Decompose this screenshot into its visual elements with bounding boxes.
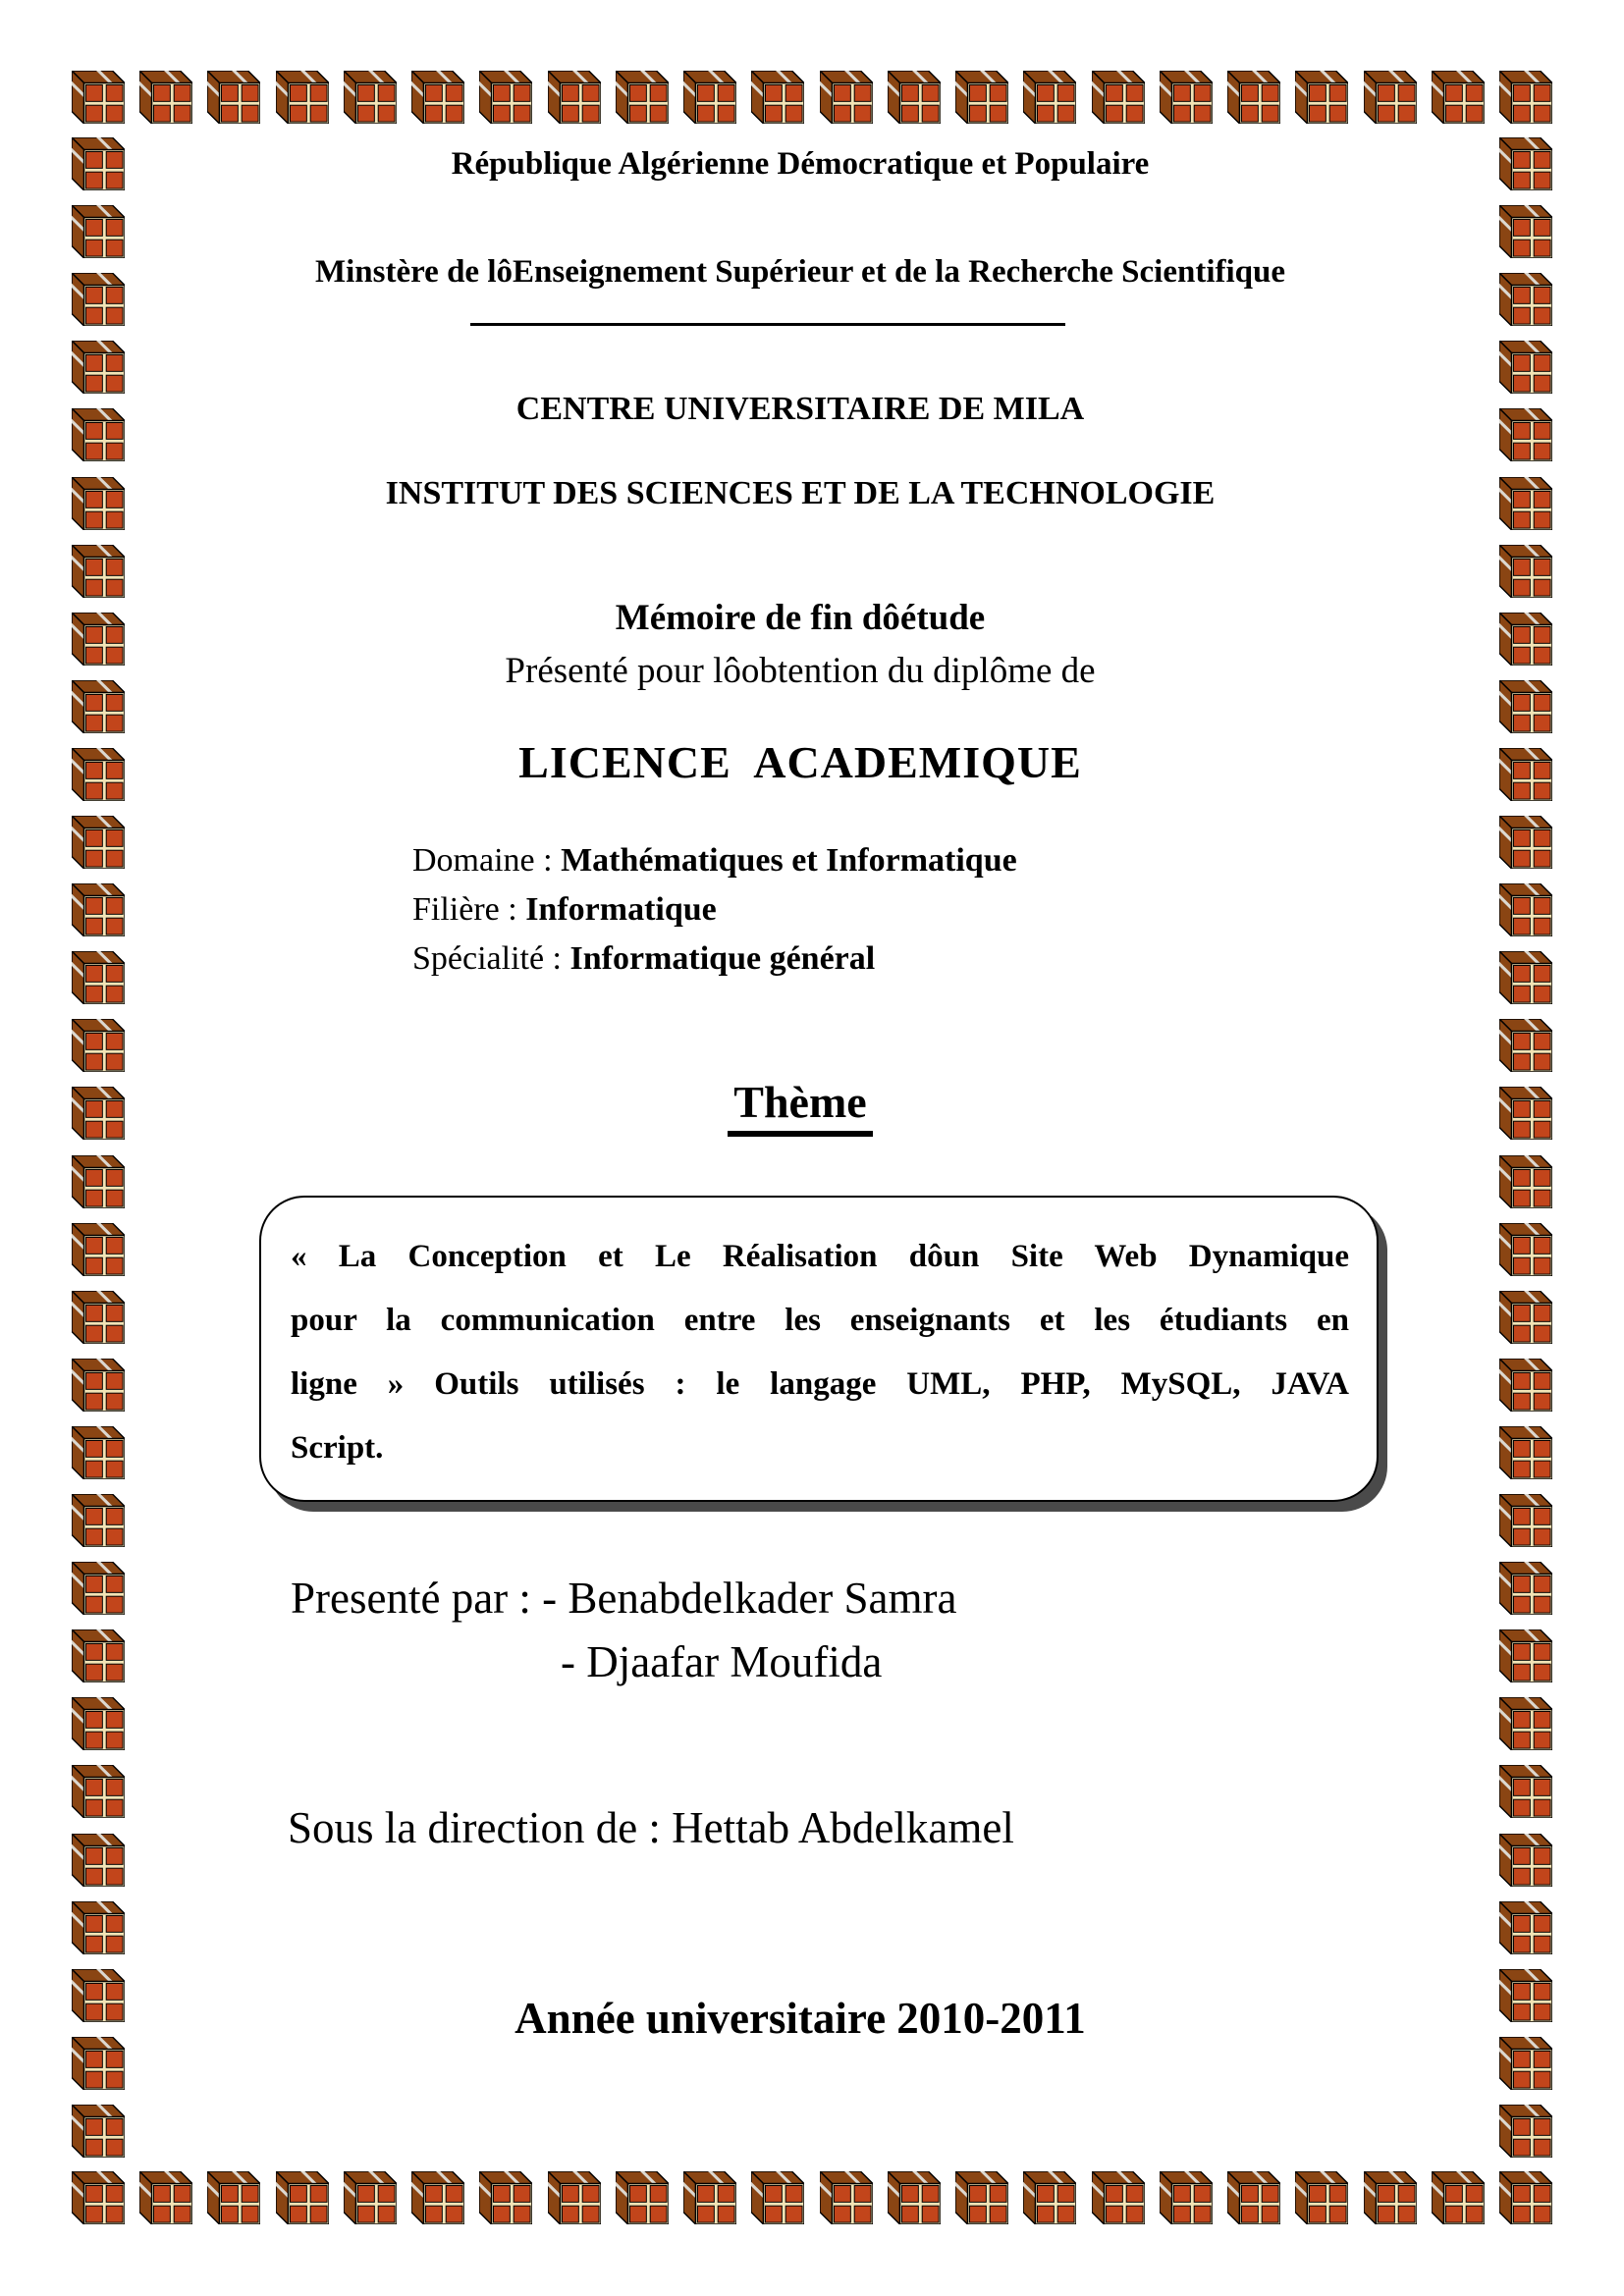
cube-icon <box>1499 1155 1552 1208</box>
filiere-row <box>412 885 1017 934</box>
theme-line: « La Conception et Le Réalisation dôun Site Web Dynamique <box>291 1239 1349 1274</box>
cube-icon <box>72 1223 125 1276</box>
theme-box <box>259 1196 1379 1502</box>
cube-icon <box>1160 71 1213 124</box>
cube-icon <box>888 2171 941 2224</box>
cube-icon <box>72 2171 125 2224</box>
cube-icon <box>72 545 125 598</box>
cube-icon <box>72 883 125 936</box>
cube-icon <box>72 205 125 258</box>
ministry-title: Minstère de lôEnseignement Supérieur et de la Recherche Scientifique <box>314 254 1286 290</box>
cube-icon <box>1499 951 1552 1004</box>
cube-icon <box>72 1697 125 1750</box>
specialite-row <box>412 934 1017 984</box>
theme-line: ligne » Outils utilisés : le langage UML, PHP, MySQL, JAVA <box>291 1366 1349 1402</box>
cube-icon <box>548 71 601 124</box>
cube-icon <box>955 2171 1008 2224</box>
cube-icon <box>1023 71 1076 124</box>
cube-icon <box>1295 71 1348 124</box>
theme-heading-text: Thème <box>728 1077 872 1137</box>
cube-icon <box>72 1155 125 1208</box>
cube-icon <box>1023 2171 1076 2224</box>
cube-icon <box>72 1359 125 1412</box>
cube-icon <box>955 71 1008 124</box>
cube-icon <box>72 1834 125 1887</box>
cube-icon <box>1499 545 1552 598</box>
cube-icon <box>1499 1019 1552 1072</box>
cube-icon <box>72 816 125 869</box>
cube-icon <box>207 2171 260 2224</box>
cube-icon <box>72 71 125 124</box>
cube-icon <box>1499 1291 1552 1344</box>
supervisor-line: Sous la direction de : Hettab Abdelkamel <box>288 1803 1014 1852</box>
domain-label: Domaine : <box>412 842 562 879</box>
presented-by: Presenté par : - Benabdelkader Samra <box>291 1574 957 1623</box>
cube-icon <box>820 71 873 124</box>
theme-text <box>291 1225 1349 1480</box>
cube-icon <box>683 2171 736 2224</box>
filiere-value: Informatique <box>525 891 717 928</box>
cube-icon <box>276 71 329 124</box>
cube-icon <box>820 2171 873 2224</box>
university-name: CENTRE UNIVERSITAIRE DE MILA <box>515 391 1085 427</box>
cube-icon <box>1499 1697 1552 1750</box>
cube-icon <box>1499 1359 1552 1412</box>
cube-icon <box>1160 2171 1213 2224</box>
academic-year: Année universitaire 2010-2011 <box>514 1994 1086 2043</box>
cube-icon <box>1499 2037 1552 2090</box>
cube-icon <box>1499 1426 1552 1479</box>
academic-info <box>412 836 1017 984</box>
cube-icon <box>1499 1629 1552 1682</box>
cube-icon <box>344 2171 397 2224</box>
memoire-subtitle: Présenté pour lôobtention du diplôme de <box>505 651 1096 691</box>
memoire-title: Mémoire de fin dôétude <box>615 598 986 638</box>
domain-value: Mathématiques et Informatique <box>561 842 1017 879</box>
cube-icon <box>616 2171 669 2224</box>
cube-icon <box>1499 816 1552 869</box>
cube-icon <box>72 1494 125 1547</box>
cube-icon <box>751 2171 804 2224</box>
cube-icon <box>548 2171 601 2224</box>
cube-icon <box>72 1291 125 1344</box>
filiere-label: Filière : <box>412 891 526 928</box>
cube-icon <box>1364 71 1417 124</box>
cube-icon <box>1499 1494 1552 1547</box>
theme-line: pour la communication entre les enseignants et les étudiants en <box>291 1303 1349 1338</box>
cube-icon <box>72 2105 125 2158</box>
cube-icon <box>1499 1765 1552 1818</box>
cube-icon <box>1499 205 1552 258</box>
cube-icon <box>1499 71 1552 124</box>
theme-heading <box>69 1076 1532 1128</box>
cube-icon <box>72 951 125 1004</box>
theme-line: Script. <box>291 1430 384 1466</box>
separator-line <box>470 323 1065 326</box>
cube-icon <box>72 1426 125 1479</box>
cube-icon <box>1499 2105 1552 2158</box>
cube-icon <box>276 2171 329 2224</box>
cube-icon <box>72 1901 125 1954</box>
specialite-value: Informatique général <box>569 940 876 977</box>
cube-icon <box>1499 1901 1552 1954</box>
specialite-label: Spécialité : <box>412 940 570 977</box>
cube-icon <box>1499 883 1552 936</box>
cube-icon <box>72 1629 125 1682</box>
cube-icon <box>1092 71 1145 124</box>
cube-icon <box>888 71 941 124</box>
cube-icon <box>1295 2171 1348 2224</box>
institute-name: INSTITUT DES SCIENCES ET DE LA TECHNOLOGIE <box>385 475 1216 511</box>
cube-icon <box>1432 71 1485 124</box>
cube-icon <box>1499 1223 1552 1276</box>
cube-icon <box>1364 2171 1417 2224</box>
presented-by-second: - Djaafar Moufida <box>561 1637 883 1686</box>
cube-icon <box>72 2037 125 2090</box>
cube-icon <box>72 1765 125 1818</box>
cube-icon <box>139 2171 192 2224</box>
domain-row <box>412 836 1017 885</box>
cube-icon <box>411 2171 464 2224</box>
diploma-name: LICENCE ACADEMIQUE <box>518 737 1082 787</box>
cube-icon <box>1499 341 1552 394</box>
cube-icon <box>344 71 397 124</box>
cube-icon <box>1227 71 1280 124</box>
cube-icon <box>1432 2171 1485 2224</box>
cube-icon <box>207 71 260 124</box>
cube-icon <box>72 1562 125 1615</box>
cube-icon <box>1499 1562 1552 1615</box>
cube-icon <box>1092 2171 1145 2224</box>
cube-icon <box>616 71 669 124</box>
cube-icon <box>479 2171 532 2224</box>
republic-title: République Algérienne Démocratique et Populaire <box>451 146 1150 182</box>
cube-icon <box>683 71 736 124</box>
cube-icon <box>139 71 192 124</box>
cube-icon <box>479 71 532 124</box>
cube-icon <box>72 341 125 394</box>
cube-icon <box>1227 2171 1280 2224</box>
cube-icon <box>1499 2171 1552 2224</box>
cube-icon <box>1499 1834 1552 1887</box>
cube-icon <box>411 71 464 124</box>
cube-icon <box>751 71 804 124</box>
cube-icon <box>72 1019 125 1072</box>
